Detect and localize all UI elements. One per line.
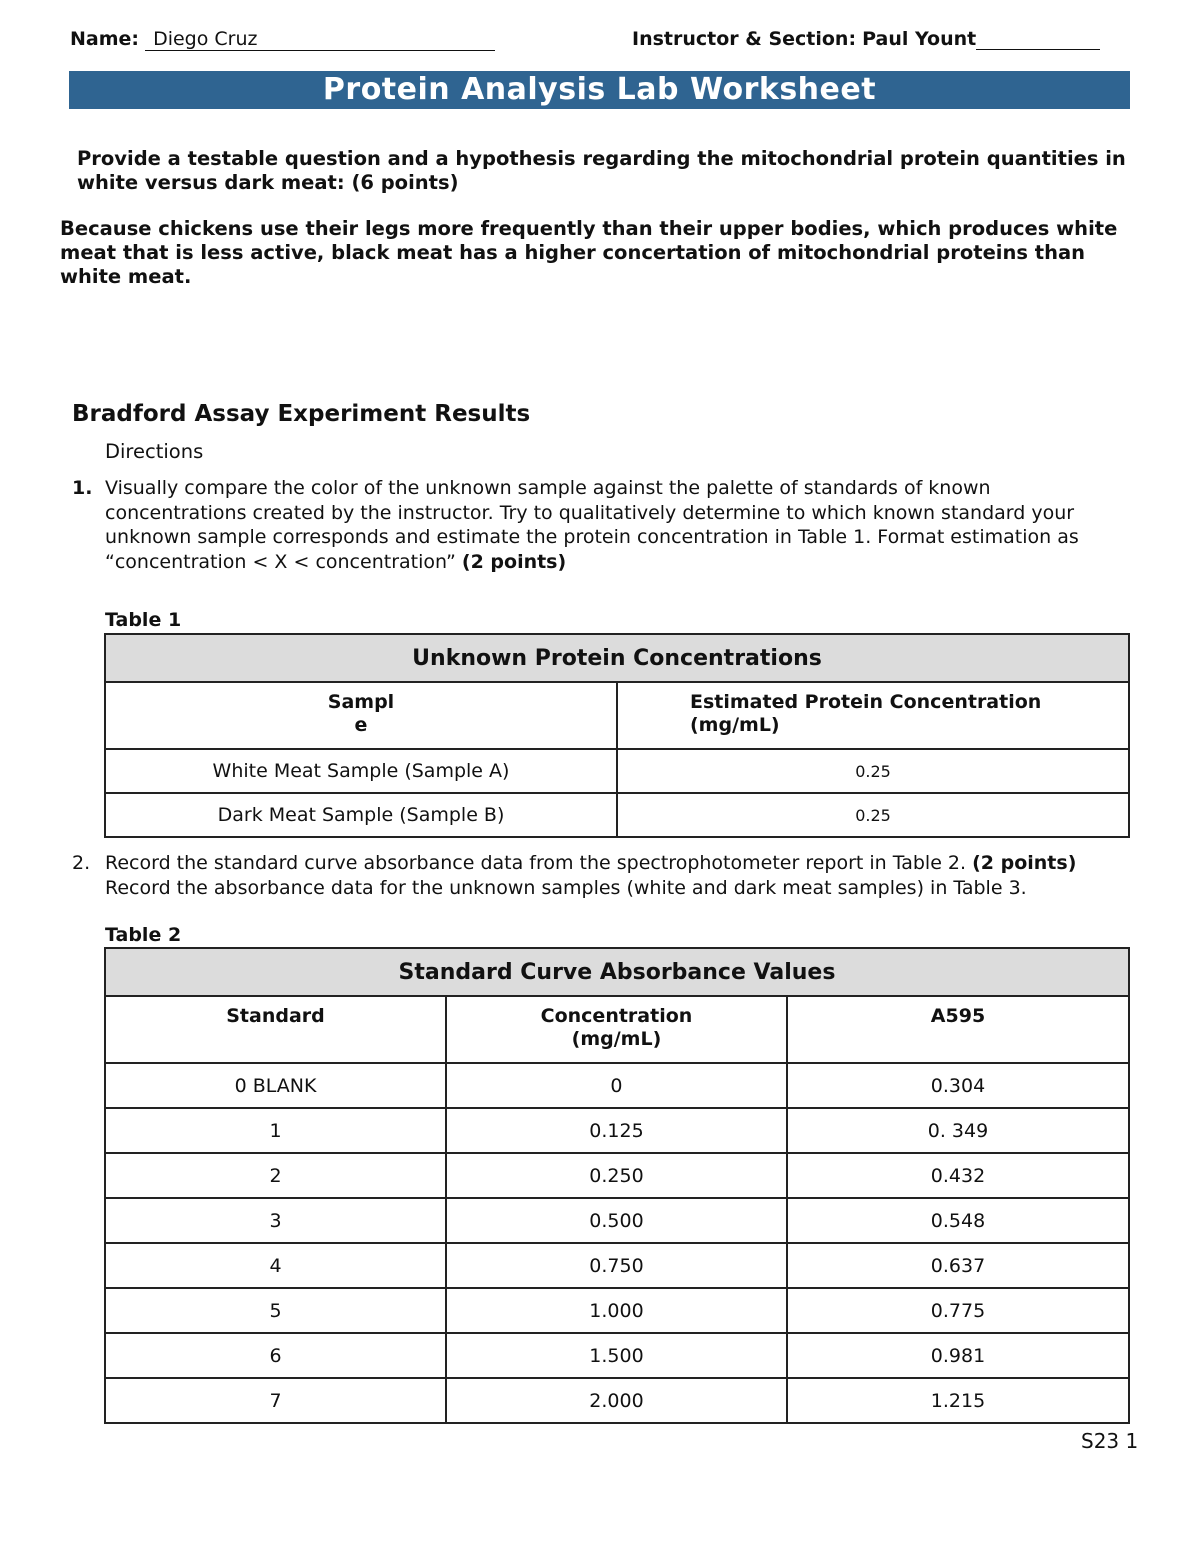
table-title: Standard Curve Absorbance Values	[105, 948, 1129, 996]
concentration-cell[interactable]: 0.25	[617, 749, 1129, 793]
table-row	[105, 749, 1129, 793]
standard-cell: 6	[105, 1333, 446, 1378]
step-text-2: Record the absorbance data for the unknown samples (white and dark meat samples) in Table 3.	[105, 876, 1027, 899]
absorbance-cell[interactable]: 0. 349	[787, 1108, 1129, 1153]
absorbance-cell[interactable]: 0.775	[787, 1288, 1129, 1333]
instructor-field	[632, 28, 1100, 50]
column-header: A595	[787, 996, 1129, 1063]
table-row	[105, 1333, 1129, 1378]
step-number: 1.	[72, 477, 93, 499]
table-row	[105, 1378, 1129, 1423]
step-1	[72, 476, 1132, 574]
concentration-cell: 0.125	[446, 1108, 787, 1153]
table-row	[105, 1063, 1129, 1108]
unknown-protein-table	[104, 633, 1130, 838]
standard-cell: 0 BLANK	[105, 1063, 446, 1108]
column-header: Sampl e	[105, 682, 617, 749]
concentration-cell[interactable]: 0.25	[617, 793, 1129, 837]
concentration-cell: 0.250	[446, 1153, 787, 1198]
table-row	[105, 793, 1129, 837]
step-number: 2.	[72, 852, 91, 874]
table2-caption: Table 2	[105, 924, 182, 946]
absorbance-cell[interactable]: 0.548	[787, 1198, 1129, 1243]
instructor-value[interactable]: Paul Yount	[862, 28, 977, 50]
instructor-label: Instructor & Section:	[632, 28, 857, 50]
directions-label: Directions	[105, 440, 204, 463]
column-header: Standard	[105, 996, 446, 1063]
step-text: Record the standard curve absorbance data from the spectrophotometer report in Table 2.	[105, 852, 973, 874]
absorbance-cell[interactable]: 0.981	[787, 1333, 1129, 1378]
concentration-cell: 0.750	[446, 1243, 787, 1288]
step-2	[72, 851, 1132, 900]
table-title: Unknown Protein Concentrations	[105, 634, 1129, 682]
standard-cell: 5	[105, 1288, 446, 1333]
page-title: Protein Analysis Lab Worksheet	[69, 71, 1130, 109]
standard-cell: 1	[105, 1108, 446, 1153]
question-prompt: Provide a testable question and a hypothesis regarding the mitochondrial protein quantities in white versus dark meat: (6 points)	[77, 147, 1126, 194]
absorbance-cell[interactable]: 0.637	[787, 1243, 1129, 1288]
section-title: Bradford Assay Experiment Results	[72, 401, 531, 427]
sample-cell: Dark Meat Sample (Sample B)	[105, 793, 617, 837]
concentration-cell: 0.500	[446, 1198, 787, 1243]
table-row	[105, 1108, 1129, 1153]
step-points: (2 points)	[972, 852, 1077, 874]
standard-curve-table	[104, 947, 1130, 1424]
standard-cell: 3	[105, 1198, 446, 1243]
page-footer: S23 1	[1081, 1429, 1139, 1453]
concentration-cell: 2.000	[446, 1378, 787, 1423]
standard-cell: 4	[105, 1243, 446, 1288]
name-label: Name:	[70, 28, 140, 50]
table-row	[105, 1153, 1129, 1198]
concentration-cell: 1.500	[446, 1333, 787, 1378]
name-value[interactable]: Diego Cruz	[145, 28, 495, 51]
sample-cell: White Meat Sample (Sample A)	[105, 749, 617, 793]
concentration-cell: 1.000	[446, 1288, 787, 1333]
column-header: Estimated Protein Concentration (mg/mL)	[617, 682, 1129, 749]
table1-caption: Table 1	[105, 609, 182, 631]
absorbance-cell[interactable]: 0.304	[787, 1063, 1129, 1108]
name-field	[70, 28, 495, 51]
table-row	[105, 1288, 1129, 1333]
column-header: Concentration (mg/mL)	[446, 996, 787, 1063]
table-row	[105, 1198, 1129, 1243]
step-text: Visually compare the color of the unknown sample against the palette of standards of known concentrations created by the instructor. Try to qualitatively determine to which known standard your unknown sample corresponds and estimate the protein concentration in Table 1. Format estimation as “concentration < X < concentration”	[105, 477, 1079, 573]
hypothesis-answer[interactable]: Because chickens use their legs more frequently than their upper bodies, which produces white meat that is less active, black meat has a higher concertation of mitochondrial proteins than white meat.	[60, 217, 1118, 288]
concentration-cell: 0	[446, 1063, 787, 1108]
table-row	[105, 1243, 1129, 1288]
step-points: (2 points)	[461, 550, 567, 573]
standard-cell: 7	[105, 1378, 446, 1423]
absorbance-cell[interactable]: 1.215	[787, 1378, 1129, 1423]
absorbance-cell[interactable]: 0.432	[787, 1153, 1129, 1198]
standard-cell: 2	[105, 1153, 446, 1198]
